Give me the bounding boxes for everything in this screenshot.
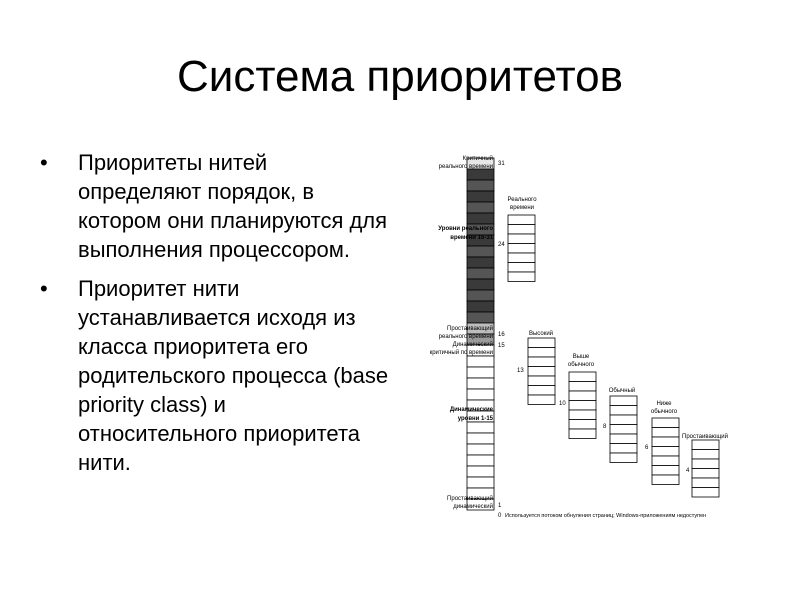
- level-number-15: 15: [498, 343, 505, 349]
- priority-level-cell: [467, 367, 494, 378]
- bullet-list: [40, 148, 390, 487]
- class-label-normal: Обычный: [608, 388, 636, 394]
- class-level-cell: [652, 437, 679, 447]
- class-level-cell: [652, 456, 679, 466]
- priority-level-cell: [467, 213, 494, 224]
- class-level-cell: [692, 440, 719, 450]
- class-level-cell: [692, 459, 719, 469]
- label-idle-dynamic-2: динамический: [453, 504, 493, 510]
- label-idle-dynamic-1: Простаивающий: [447, 496, 493, 502]
- class-level-cell: [569, 410, 596, 420]
- class-level-cell: [569, 391, 596, 401]
- class-number-13: 13: [517, 368, 524, 374]
- priority-level-cell: [467, 257, 494, 268]
- class-columns: [508, 215, 719, 497]
- class-label-idle: Простаивающий: [682, 434, 728, 440]
- class-level-cell: [610, 406, 637, 416]
- class-level-cell: [692, 469, 719, 479]
- class-level-cell: [692, 488, 719, 498]
- class-level-cell: [610, 453, 637, 463]
- class-level-cell: [528, 395, 555, 405]
- bullet-text: Приоритет нити устанавливается исходя из класса приоритета его родительского процесса (base priority class) и относительного приоритета нити.: [78, 276, 389, 475]
- label-critical-realtime-1: Критичный: [462, 156, 493, 162]
- level-number-0: 0: [498, 513, 502, 519]
- class-label-above-normal-2: обычного: [567, 362, 595, 368]
- priority-level-cell: [467, 180, 494, 191]
- class-level-cell: [610, 415, 637, 425]
- label-idle-realtime-1: Простаивающий: [447, 326, 493, 332]
- priority-level-cell: [467, 455, 494, 466]
- class-label-below-normal-1: Ниже: [656, 401, 672, 407]
- class-level-cell: [508, 244, 535, 254]
- bullet-item: [40, 148, 390, 264]
- class-level-cell: [528, 367, 555, 377]
- class-level-cell: [610, 434, 637, 444]
- label-realtime-levels-2: времени 16-31: [450, 235, 493, 241]
- priority-diagram: [400, 140, 730, 530]
- label-realtime-levels-1: Уровни реального: [438, 226, 493, 232]
- label-dynamic-critical-1: Динамический: [452, 342, 493, 348]
- class-level-cell: [528, 338, 555, 348]
- priority-level-cell: [467, 466, 494, 477]
- class-level-cell: [508, 272, 535, 282]
- priority-level-cell: [467, 169, 494, 180]
- priority-level-cell: [467, 191, 494, 202]
- slide-title: Система приоритетов: [177, 52, 623, 101]
- label-dynamic-levels-2: уровни 1-15: [457, 416, 493, 422]
- priority-level-cell: [467, 433, 494, 444]
- class-level-cell: [692, 478, 719, 488]
- class-level-cell: [508, 225, 535, 235]
- priority-level-cell: [467, 202, 494, 213]
- priority-level-cell: [467, 444, 494, 455]
- class-level-cell: [569, 401, 596, 411]
- class-level-cell: [508, 253, 535, 263]
- class-level-cell: [610, 396, 637, 406]
- priority-level-cell: [467, 279, 494, 290]
- class-level-cell: [528, 357, 555, 367]
- level-number-1: 1: [498, 503, 502, 509]
- priority-level-cell: [467, 378, 494, 389]
- class-number-6: 6: [645, 445, 649, 451]
- label-dynamic-critical-2: критичный по времени: [429, 350, 493, 356]
- label-critical-realtime-2: реального времени: [438, 164, 493, 170]
- class-level-cell: [569, 420, 596, 430]
- class-label-above-normal-1: Выше: [572, 354, 590, 360]
- class-level-cell: [610, 444, 637, 454]
- class-level-cell: [610, 425, 637, 435]
- level-number-31: 31: [498, 161, 505, 167]
- class-level-cell: [692, 450, 719, 460]
- class-level-cell: [652, 466, 679, 476]
- class-level-cell: [528, 386, 555, 396]
- class-level-cell: [652, 418, 679, 428]
- class-number-8: 8: [603, 424, 607, 430]
- class-label-high: Высокий: [528, 331, 554, 337]
- priority-level-cell: [467, 268, 494, 279]
- level-number-16: 16: [498, 332, 505, 338]
- priority-level-cell: [467, 356, 494, 367]
- class-label-below-normal-2: обычного: [650, 409, 678, 415]
- class-level-cell: [508, 215, 535, 225]
- class-level-cell: [652, 428, 679, 438]
- bullet-dot-icon: •: [40, 276, 48, 301]
- priority-level-cell: [467, 246, 494, 257]
- level-number-24: 24: [498, 242, 505, 248]
- class-label-realtime-2: времени: [510, 205, 534, 211]
- bullet-text: Приоритеты нитей определяют порядок, в котором они планируются для выполнения процессором.: [78, 150, 388, 262]
- class-level-cell: [569, 382, 596, 392]
- class-label-realtime-1: Реального: [507, 197, 537, 203]
- priority-level-cell: [467, 301, 494, 312]
- class-number-4: 4: [686, 468, 690, 474]
- priority-level-cell: [467, 422, 494, 433]
- class-level-cell: [652, 447, 679, 457]
- class-level-cell: [528, 348, 555, 358]
- zero-level-note: Используется потоком обнуления страниц; Windows-приложениям недоступен: [505, 513, 707, 519]
- class-level-cell: [528, 376, 555, 386]
- class-level-cell: [652, 475, 679, 485]
- label-idle-realtime-2: реального времени: [438, 334, 493, 340]
- class-level-cell: [569, 372, 596, 382]
- priority-level-cell: [467, 290, 494, 301]
- bullet-dot-icon: •: [40, 150, 48, 175]
- priority-level-cell: [467, 389, 494, 400]
- class-number-10: 10: [559, 401, 566, 407]
- label-dynamic-levels-1: Динамические: [449, 407, 493, 413]
- priority-level-cell: [467, 312, 494, 323]
- class-level-cell: [508, 234, 535, 244]
- bullet-item: [40, 274, 390, 477]
- class-level-cell: [508, 263, 535, 273]
- class-level-cell: [569, 429, 596, 439]
- priority-level-cell: [467, 477, 494, 488]
